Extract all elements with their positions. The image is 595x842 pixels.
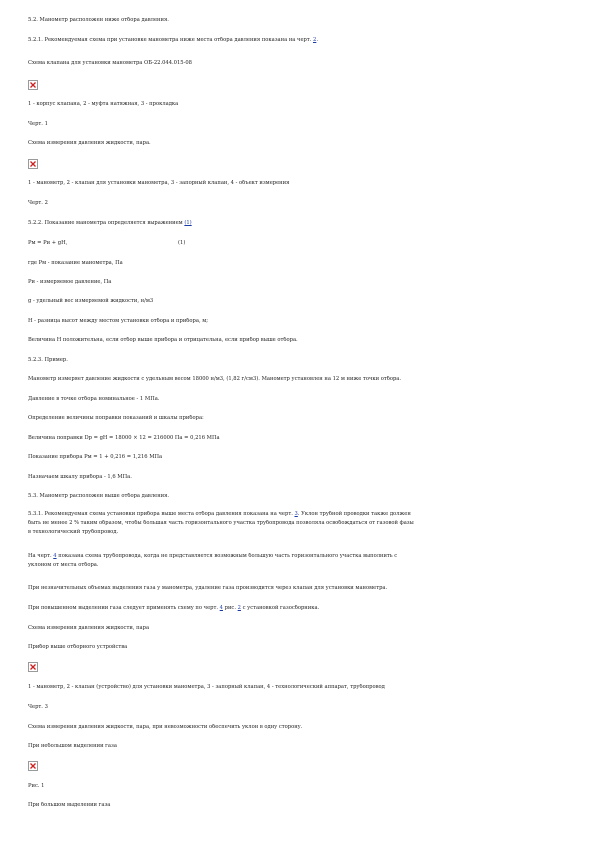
caption-text: Черт. 1 <box>28 121 48 127</box>
paragraph <box>28 474 576 481</box>
figure-caption <box>28 783 576 790</box>
paragraph <box>28 260 576 267</box>
paragraph-text: . Уклон трубной проводки также должен <box>297 511 411 517</box>
paragraph-text: При повышенном выделении газа следует применять схему по черт. <box>28 605 219 611</box>
paragraph-text: показана схема трубопровода, когда не представляется возможным большую часть горизонтального участка выполнить с <box>58 553 398 559</box>
figure-link[interactable]: 4 <box>53 553 57 559</box>
paragraph-text: где Рм - показание манометра, Па <box>28 260 123 266</box>
paragraph <box>28 605 576 612</box>
figure-title-text: Схема измерения давления жидкости, пара <box>28 625 150 631</box>
figure-title <box>28 140 576 147</box>
paragraph <box>28 454 576 461</box>
paragraph <box>28 435 576 442</box>
paragraph-text: Давление в точке отбора номинальное - 1 МПа. <box>28 396 160 402</box>
figure-title <box>28 60 576 67</box>
broken-image-icon <box>28 159 38 169</box>
legend-text: 1 - манометр, 2 - клапан (устройство) для установки манометра, 3 - запорный клапан, 4 - технологический аппарат, трубопровод <box>28 684 385 690</box>
paragraph <box>28 337 576 344</box>
broken-image-icon <box>28 80 38 90</box>
paragraph-text: Показание прибора Рм = 1 + 0,216 = 1,216 МПа <box>28 454 163 460</box>
formula-link[interactable]: (1) <box>184 220 192 226</box>
paragraph-text: быть не менее 2 % таким образом, чтобы большая часть горизонтального участка трубопровода позволяла освобождаться от газовой фазы <box>28 520 414 526</box>
paragraph-text: Назначаем шкалу прибора - 1,6 МПа. <box>28 474 132 480</box>
paragraph-text: При незначительных объемах выделения газа у манометра, удаление газа производится через клапан для установки манометра. <box>28 585 388 591</box>
paragraph <box>28 415 576 422</box>
figure-caption <box>28 121 576 128</box>
caption-text: Черт. 2 <box>28 200 48 206</box>
figure-link[interactable]: 3 <box>294 511 298 517</box>
paragraph-text: с установкой газосборника. <box>242 605 320 611</box>
paragraph <box>28 318 576 325</box>
figure-title-text: Схема клапана для установки манометра ОБ-22.044.015-08 <box>28 60 192 66</box>
paragraph <box>28 553 576 560</box>
broken-image-icon <box>28 761 38 771</box>
caption-text: Черт. 3 <box>28 704 48 710</box>
figure-caption <box>28 704 576 711</box>
paragraph: 5.2.1. Рекомендуемая схема при установке манометра ниже места отбора давления показана на черт. 2. <box>28 37 318 43</box>
figure-subtitle <box>28 802 576 809</box>
figure-link[interactable]: 4 <box>219 605 223 611</box>
formula-number: (1) <box>178 240 186 246</box>
figure-subtitle-text: Прибор выше отборного устройства <box>28 644 128 650</box>
figure-title <box>28 724 576 731</box>
figure-title <box>28 625 576 632</box>
paragraph-text: рис. <box>224 605 236 611</box>
paragraph-text: 5.2.1. Рекомендуемая схема при установке манометра ниже места отбора давления показана на черт. <box>28 37 312 43</box>
section-heading <box>28 357 576 364</box>
figure-subtitle-text: При большом выделении газа <box>28 802 111 808</box>
heading-text: 5.3. Манометр расположен выше отбора давления. <box>28 493 170 499</box>
figure-subtitle-text: При небольшом выделении газа <box>28 743 117 749</box>
caption-text: Рис. 1 <box>28 783 45 789</box>
paragraph-text: Величина Н положительна, если отбор выше прибора и отрицательна, если прибор выше отбора. <box>28 337 298 343</box>
formula <box>28 240 576 247</box>
paragraph <box>28 585 576 592</box>
paragraph-text: уклоном от места отбора. <box>28 562 99 568</box>
paragraph-continuation <box>28 529 576 536</box>
figure-legend <box>28 180 576 187</box>
figure-link[interactable]: 2 <box>313 37 317 43</box>
paragraph <box>28 220 576 227</box>
formula-text: Рм = Ри + gH, <box>28 240 68 246</box>
paragraph-text: На черт. <box>28 553 52 559</box>
figure-subtitle <box>28 644 576 651</box>
paragraph-text: Величина поправки Dp = gH = 18000 × 12 = 216000 Па = 0,216 МПа <box>28 435 220 441</box>
section-heading <box>28 493 576 500</box>
paragraph-text: Манометр измеряет давление жидкости с удельным весом 18000 н/м3, (1,82 г/см3). Манометр установлен на 12 м ниже точки отбора. <box>28 376 402 382</box>
figure-caption <box>28 200 576 207</box>
paragraph <box>28 511 576 518</box>
paragraph <box>28 376 576 383</box>
paragraph-continuation <box>28 520 576 527</box>
paragraph-text: Ри - измеряемое давление, Па <box>28 279 112 285</box>
broken-image-icon <box>28 662 38 672</box>
paragraph-text: Н - разница высот между местом установки отбора и прибора, м; <box>28 318 209 324</box>
figure-legend <box>28 684 576 691</box>
paragraph-text: в технологический трубопровод. <box>28 529 119 535</box>
legend-text: 1 - корпус клапана, 2 - муфта натяжная, 3 - прокладка <box>28 101 179 107</box>
paragraph-text: 5.2.2. Показание манометра определяется выражением <box>28 220 183 226</box>
heading-text: 5.2. Манометр расположен ниже отбора давления. <box>28 17 169 23</box>
heading-text: 5.2.3. Пример. <box>28 357 68 363</box>
paragraph <box>28 298 576 305</box>
figure-link[interactable]: 2 <box>237 605 241 611</box>
legend-text: 1 - манометр, 2 - клапан для установки манометра, 3 - запорный клапан, 4 - объект измерения <box>28 180 290 186</box>
paragraph <box>28 279 576 286</box>
figure-title-text: Схема измерения давления жидкости, пара. <box>28 140 151 146</box>
paragraph-text: 5.3.1. Рекомендуемая схема установки прибора выше места отбора давления показана на черт. <box>28 511 293 517</box>
figure-title-text: Схема измерения давления жидкости, пара, при невозможности обеспечить уклон в одну сторону. <box>28 724 303 730</box>
paragraph-text: Определение величины поправки показаний и шкалы прибора: <box>28 415 204 421</box>
figure-subtitle <box>28 743 576 750</box>
paragraph-text: g - удельный вес измеряемой жидкости, н/м3 <box>28 298 154 304</box>
section-heading <box>28 17 576 24</box>
paragraph-continuation <box>28 562 576 569</box>
paragraph <box>28 396 576 403</box>
figure-legend <box>28 101 576 108</box>
